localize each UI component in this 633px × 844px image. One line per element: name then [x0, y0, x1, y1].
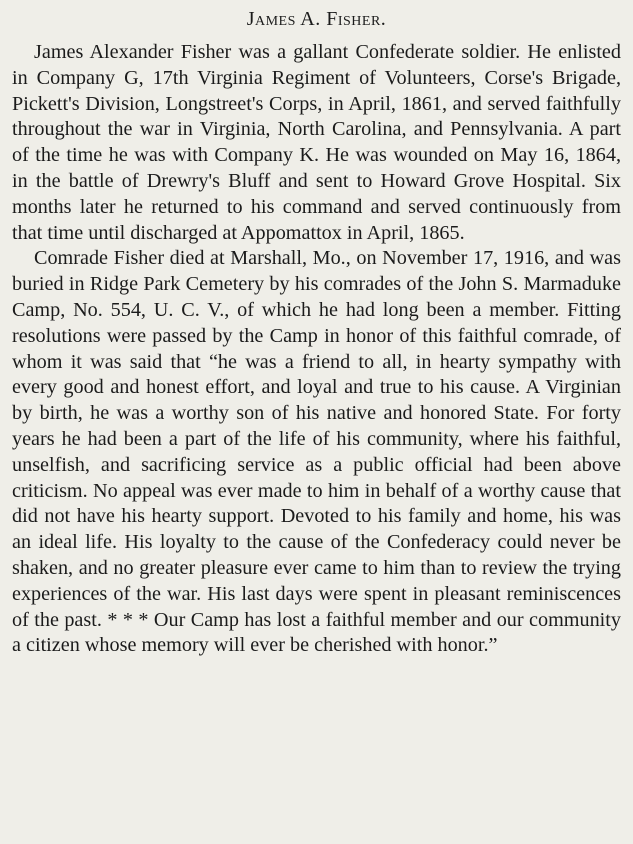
article-title: James A. Fisher. — [246, 8, 387, 30]
paragraph-death-and-tribute: Comrade Fisher died at Marshall, Mo., on November 17, 1916, and was buried in Ridge Park Cemetery by his comrades of the John S. Marmaduke Camp, No. 554, U. C. V., of which he had long been a member. Fitting resolutions were passed by the Camp in honor of this faithful comrade, of whom it was said that “he was a friend to all, in hearty sympathy with every good and honest effort, and loyal and true to his cause. A Virginian by birth, he was a worthy son of his native and honored State. For forty years he had been a part of the life of his community, where his faithful, unselfish, and sacrificing service as a public official had been above criticism. No appeal was ever made to him in behalf of a worthy cause that did not have his hearty support. Devoted to his family and home, his was an ideal life. His loyalty to the cause of the Confederacy could never be shaken, and no greater pleasure ever came to him than to review the trying experiences of the war. His last days were spent in pleasant reminiscences of the past. * * * Our Camp has lost a faithful member and our community a citizen whose memory will ever be cherished with honor.” — [12, 247, 621, 657]
paragraph-service-record: James Alexander Fisher was a gallant Confederate soldier. He enlisted in Company G, 17th Virginia Regiment of Volunteers, Corse's Brigade, Pickett's Division, Longstreet's Corps, in April, 1861, and served faithfully throughout the war in Virginia, North Carolina, and Pennsylvania. A part of the time he was with Company K. He was wounded on May 16, 1864, in the battle of Drewry's Bluff and sent to Howard Grove Hospital. Six months later he returned to his command and served continuously from that time until discharged at Appomattox in April, 1865. — [12, 41, 621, 244]
